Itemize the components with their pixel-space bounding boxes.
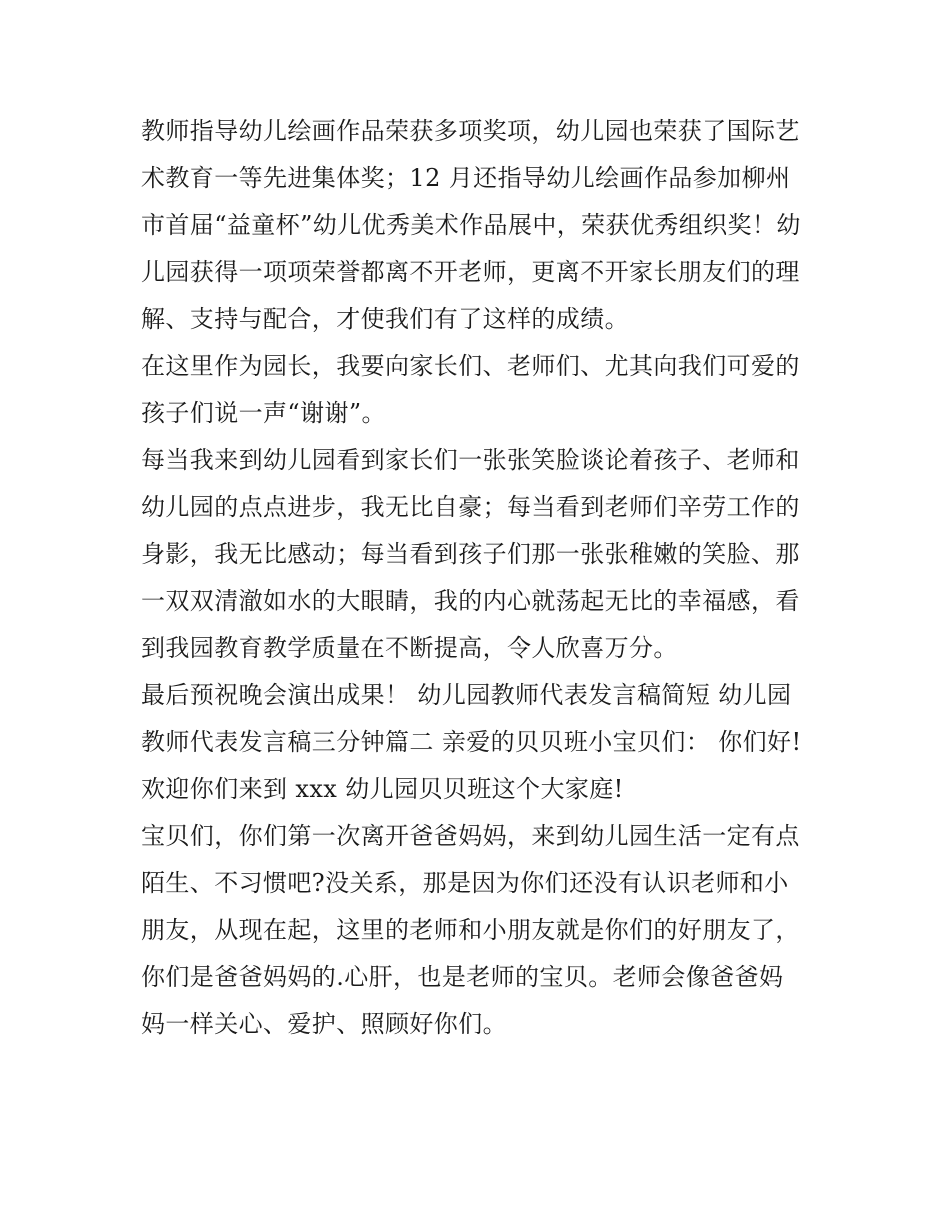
text-line-4: 儿园获得一项项荣誉都离不开老师，更离不开家长朋友们的理 — [141, 258, 800, 286]
text-line-8: 每当我来到幼儿园看到家长们一张张笑脸谈论着孩子、老师和 — [141, 446, 800, 474]
text-line-11: 一双双清澈如水的大眼睛，我的内心就荡起无比的幸福感，看 — [141, 587, 800, 615]
text-line-18: 朋友，从现在起，这里的老师和小朋友就是你们的好朋友了， — [141, 916, 800, 944]
text-line-2: 术教育一等先进集体奖；12 月还指导幼儿绘画作品参加柳州 — [141, 164, 791, 192]
text-line-5: 解、支持与配合，才使我们有了这样的成绩。 — [141, 305, 629, 333]
text-line-12: 到我园教育教学质量在不断提高，令人欣喜万分。 — [141, 634, 678, 662]
text-line-13: 最后预祝晚会演出成果！ 幼儿园教师代表发言稿简短 幼儿园 — [141, 681, 792, 709]
text-line-10: 身影，我无比感动；每当看到孩子们那一张张稚嫩的笑脸、那 — [141, 540, 800, 568]
text-line-15: 欢迎你们来到 xxx 幼儿园贝贝班这个大家庭! — [141, 775, 624, 803]
text-line-3: 市首届“益童杯”幼儿优秀美术作品展中，荣获优秀组织奖！幼 — [141, 211, 801, 239]
text-line-16: 宝贝们，你们第一次离开爸爸妈妈，来到幼儿园生活一定有点 — [141, 822, 800, 850]
text-line-9: 幼儿园的点点进步，我无比自豪；每当看到老师们辛劳工作的 — [141, 493, 800, 521]
text-line-6: 在这里作为园长，我要向家长们、老师们、尤其向我们可爱的 — [141, 352, 800, 380]
text-line-14: 教师代表发言稿三分钟篇二 亲爱的贝贝班小宝贝们： 你们好! — [141, 728, 802, 756]
text-line-20: 妈一样关心、爱护、照顾好你们。 — [141, 1010, 507, 1038]
text-line-1: 教师指导幼儿绘画作品荣获多项奖项，幼儿园也荣获了国际艺 — [141, 117, 800, 145]
text-line-19: 你们是爸爸妈妈的.心肝，也是老师的宝贝。老师会像爸爸妈 — [141, 963, 784, 991]
text-line-17: 陌生、不习惯吧?没关系，那是因为你们还没有认识老师和小 — [141, 869, 789, 897]
body-text — [141, 108, 821, 1048]
text-line-7: 孩子们说一声“谢谢”。 — [141, 399, 386, 427]
